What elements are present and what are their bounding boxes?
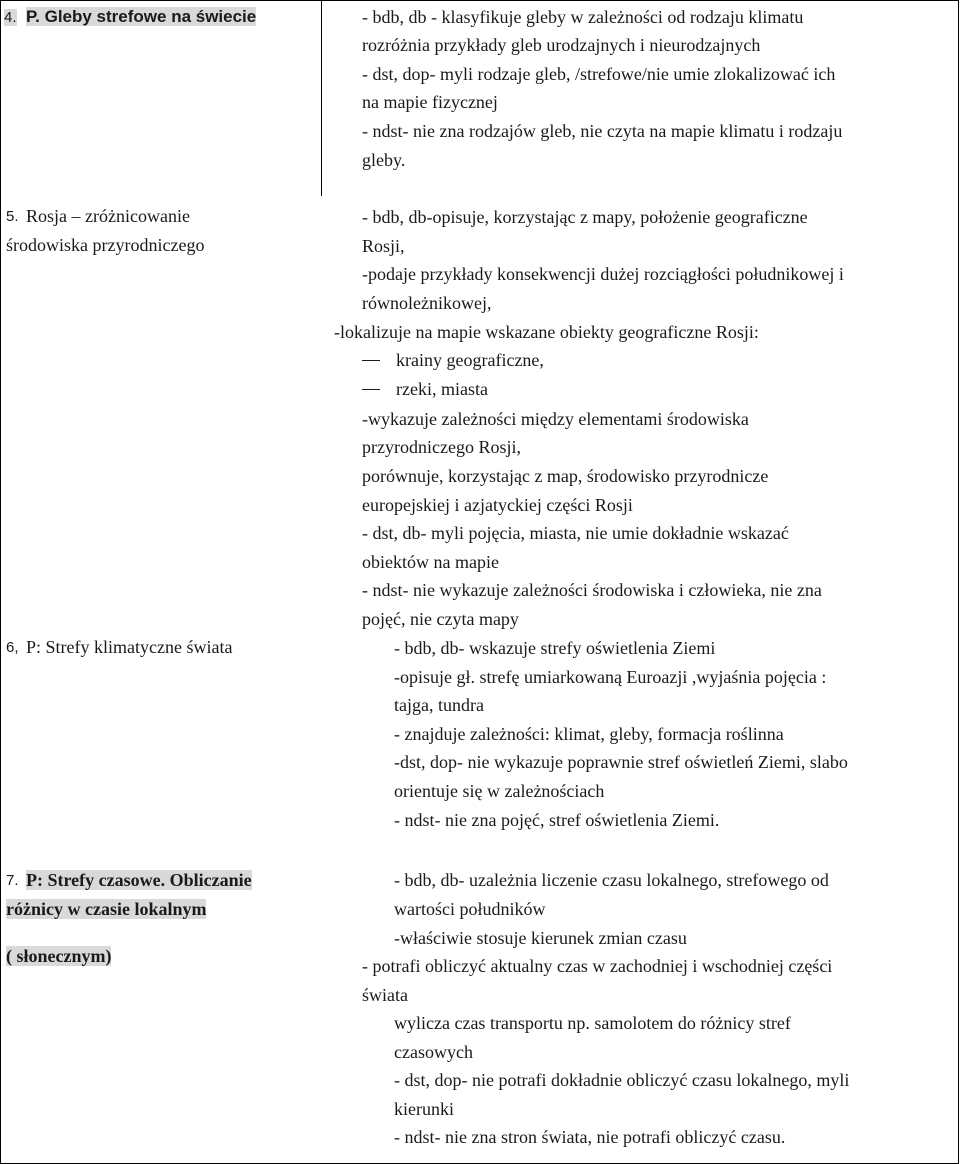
row-5-line-2: Rosji, (362, 236, 405, 256)
row-7-title-line-2: różnicy w czasie lokalnym (6, 899, 207, 919)
row-7-line-4: - potrafi obliczyć aktualny czas w zachodniej i wschodniej części (362, 956, 833, 976)
row-6-line-4: - znajduje zależności: klimat, gleby, formacja roślinna (394, 724, 784, 744)
table-border-middle (321, 0, 322, 196)
row-6-line-6: orientuje się w zależnościach (394, 781, 605, 801)
row-6-line-7: - ndst- nie zna pojęć, stref oświetlenia Ziemi. (394, 810, 720, 830)
row-7-line-8: - dst, dop- nie potrafi dokładnie obliczyć czasu lokalnego, myli (394, 1070, 850, 1090)
row-7-line-10: - ndst- nie zna stron świata, nie potrafi obliczyć czasu. (394, 1127, 786, 1147)
row-5-title-line-2: środowiska przyrodniczego (6, 235, 205, 255)
row-7-title-line-3: ( słonecznym) (6, 946, 112, 966)
row-4-line-1: - bdb, db - klasyfikuje gleby w zależności od rodzaju klimatu (362, 7, 804, 27)
row-7-number: 7. (6, 872, 19, 889)
table-border-right (958, 0, 959, 1164)
row-4-line-2: rozróżnia przykłady gleb urodzajnych i nieurodzajnych (362, 35, 761, 55)
row-6-number: 6, (6, 639, 19, 656)
row-4-line-3: - dst, dop- myli rodzaje gleb, /strefowe/nie umie zlokalizować ich (362, 64, 836, 84)
row-6-line-5: -dst, dop- nie wykazuje poprawnie stref oświetleń Ziemi, slabo (394, 752, 848, 772)
row-4-title: P. Gleby strefowe na świecie (26, 7, 257, 26)
row-7-line-2: wartości południków (394, 899, 546, 919)
dash-bullet-icon (362, 389, 380, 390)
row-5-title-line-1: Rosja – zróżnicowanie (26, 206, 190, 226)
row-7-line-7: czasowych (394, 1042, 473, 1062)
row-5-bullet-2: rzeki, miasta (362, 375, 488, 403)
row-5-line-10: porównuje, korzystając z map, środowisko przyrodnicze (362, 466, 769, 486)
row-7-line-3: -właściwie stosuje kierunek zmian czasu (394, 928, 687, 948)
row-5-line-8: -wykazuje zależności między elementami środowiska (362, 409, 749, 429)
row-7-line-9: kierunki (394, 1099, 454, 1119)
row-5-line-1: - bdb, db-opisuje, korzystając z mapy, położenie geograficzne (362, 207, 808, 227)
row-6-line-3: tajga, tundra (394, 695, 484, 715)
row-7-title-line-1: P: Strefy czasowe. Obliczanie (26, 870, 252, 890)
row-4-number: 4. (4, 9, 17, 26)
row-5-line-9: przyrodniczego Rosji, (362, 437, 521, 457)
table-border-left (0, 0, 1, 1164)
row-5-line-11: europejskiej i azjatyckiej części Rosji (362, 495, 633, 515)
row-6-title: P: Strefy klimatyczne świata (26, 637, 233, 657)
row-4-line-5: - ndst- nie zna rodzajów gleb, nie czyta na mapie klimatu i rodzaju (362, 121, 843, 141)
row-7-line-5: świata (362, 985, 408, 1005)
row-5-line-3: -podaje przykłady konsekwencji dużej rozciągłości południkowej i (362, 264, 844, 284)
table-border-top (0, 0, 959, 1)
row-7-line-6: wylicza czas transportu np. samolotem do różnicy stref (394, 1013, 791, 1033)
row-5-line-12: - dst, db- myli pojęcia, miasta, nie umie dokładnie wskazać (362, 523, 789, 543)
row-5-number: 5. (6, 208, 19, 225)
row-5-line-5: -lokalizuje na mapie wskazane obiekty geograficzne Rosji: (334, 322, 759, 342)
row-5-line-4: równoleżnikowej, (362, 293, 492, 313)
row-5-line-14: - ndst- nie wykazuje zależności środowiska i człowieka, nie zna (362, 580, 822, 600)
row-5-line-13: obiektów na mapie (362, 552, 499, 572)
row-5-line-15: pojęć, nie czyta mapy (362, 609, 519, 629)
row-6-line-1: - bdb, db- wskazuje strefy oświetlenia Ziemi (394, 638, 716, 658)
row-7-line-1: - bdb, db- uzależnia liczenie czasu lokalnego, strefowego od (394, 870, 829, 890)
row-4-line-4: na mapie fizycznej (362, 92, 498, 112)
row-6-line-2: -opisuje gł. strefę umiarkowaną Euroazji ,wyjaśnia pojęcia : (394, 667, 827, 687)
dash-bullet-icon (362, 360, 380, 361)
row-4-line-6: gleby. (362, 150, 406, 170)
row-5-bullet-1: krainy geograficzne, (362, 346, 544, 374)
